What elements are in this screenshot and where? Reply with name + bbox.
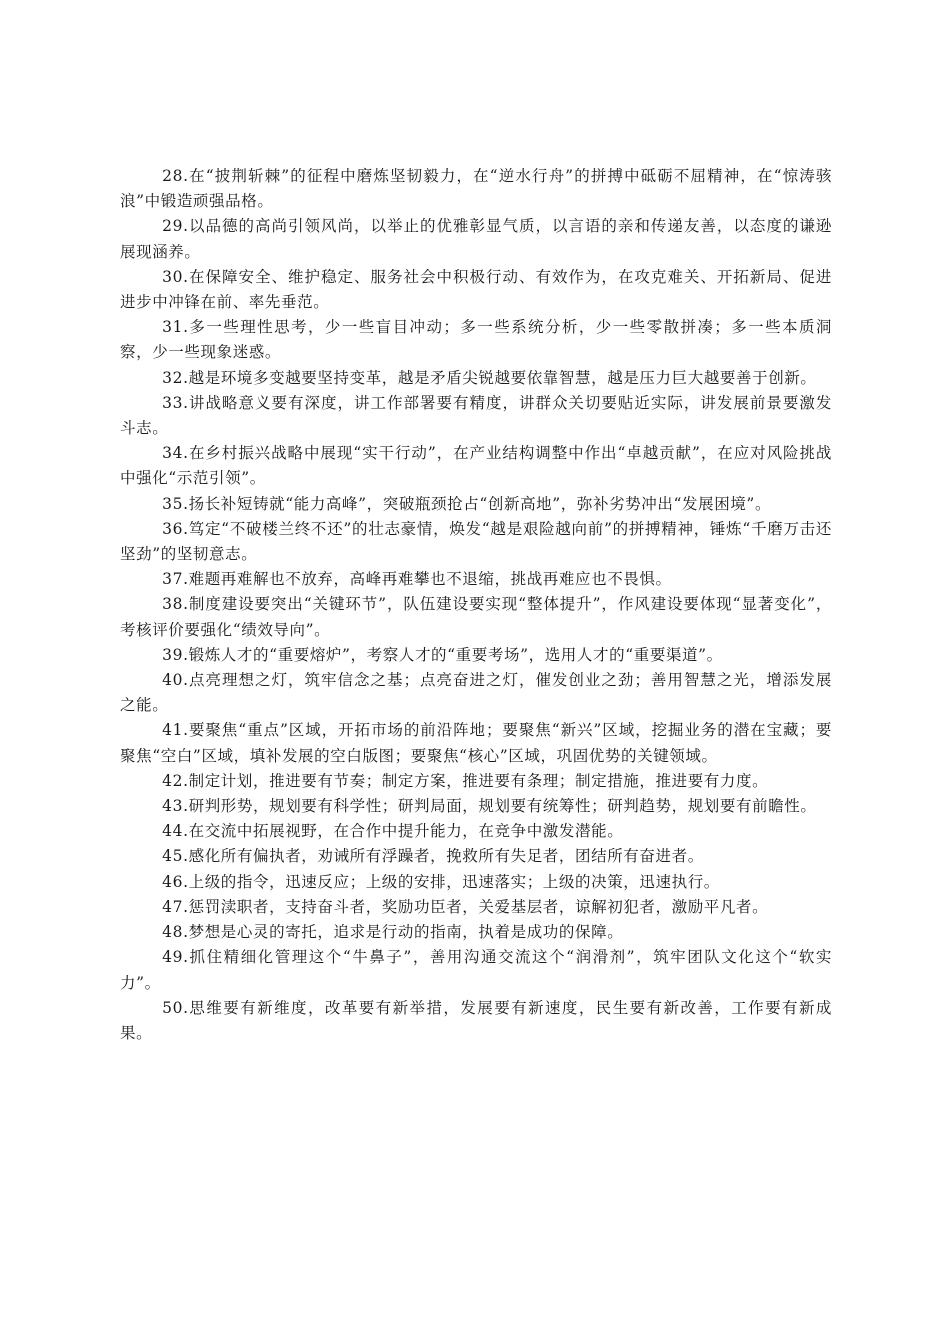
paragraph-37: 37.难题再难解也不放弃，高峰再难攀也不退缩，挑战再难应也不畏惧。 <box>162 570 672 589</box>
paragraph-44: 44.在交流中拓展视野，在合作中提升能力，在竞争中激发潜能。 <box>162 822 624 841</box>
paragraph-39: 39.锻炼人才的“重要熔炉”，考察人才的“重要考场”，选用人才的“重要渠道”。 <box>162 645 723 664</box>
paragraph-35: 35.扬长补短铸就“能力高峰”，突破瓶颈抢占“创新高地”，弥补劣势冲出“发展困境”。 <box>162 494 772 513</box>
paragraph-41: 41.要聚焦“重点”区域，开拓市场的前沿阵地；要聚焦“新兴”区域，挖掘业务的潜在宝藏；要聚焦“空白”区域，填补发展的空白版图；要聚焦“核心”区域，巩固优势的关键领域。 <box>120 721 832 765</box>
paragraph-43: 43.研判形势，规划要有科学性；研判局面，规划要有统筹性；研判趋势，规划要有前瞻性。 <box>162 797 817 816</box>
paragraph-48: 48.梦想是心灵的寄托，追求是行动的指南，执着是成功的保障。 <box>162 923 624 942</box>
paragraph-46: 46.上级的指令，迅速反应；上级的安排，迅速落实；上级的决策，迅速执行。 <box>162 872 720 891</box>
document-body <box>120 164 832 1046</box>
paragraph-49: 49.抓住精细化管理这个“牛鼻子”，善用沟通交流这个“润滑剂”，筑牢团队文化这个“软实力”。 <box>120 948 832 992</box>
paragraph-47: 47.惩罚渎职者，支持奋斗者，奖励功臣者，关爱基层者，谅解初犯者，激励平凡者。 <box>162 897 769 916</box>
paragraph-28: 28.在“披荆斩棘”的征程中磨炼坚韧毅力，在“逆水行舟”的拼搏中砥砺不屈精神，在“惊涛骇浪”中锻造顽强品格。 <box>120 167 832 211</box>
paragraph-45: 45.感化所有偏执者，劝诫所有浮躁者，挽救所有失足者，团结所有奋进者。 <box>162 847 704 866</box>
paragraph-31: 31.多一些理性思考，少一些盲目冲动；多一些系统分析，少一些零散拼凑；多一些本质洞察，少一些现象迷惑。 <box>120 318 832 362</box>
paragraph-30: 30.在保障安全、维护稳定、服务社会中积极行动、有效作为，在攻克难关、开拓新局、促进进步中冲锋在前、率先垂范。 <box>120 267 832 312</box>
paragraph-38: 38.制度建设要突出“关键环节”，队伍建设要实现“整体提升”，作风建设要体现“显著变化”，考核评价要强化“绩效导向”。 <box>120 595 832 639</box>
paragraph-32: 32.越是环境多变越要坚持变革，越是矛盾尖锐越要依靠智慧，越是压力巨大越要善于创新。 <box>162 368 817 387</box>
paragraph-34: 34.在乡村振兴战略中展现“实干行动”，在产业结构调整中作出“卓越贡献”，在应对风险挑战中强化“示范引领”。 <box>120 444 832 488</box>
paragraph-50: 50.思维要有新维度，改革要有新举措，发展要有新速度，民生要有新改善，工作要有新成果。 <box>120 998 832 1042</box>
paragraph-29: 29.以品德的高尚引领风尚，以举止的优雅彰显气质，以言语的亲和传递友善，以态度的谦逊展现涵养。 <box>120 217 832 261</box>
paragraph-42: 42.制定计划，推进要有节奏；制定方案，推进要有条理；制定措施，推进要有力度。 <box>162 771 769 790</box>
paragraph-40: 40.点亮理想之灯，筑牢信念之基；点亮奋进之灯，催发创业之劲；善用智慧之光，增添发展之能。 <box>120 671 832 715</box>
paragraph-33: 33.讲战略意义要有深度，讲工作部署要有精度，讲群众关切要贴近实际，讲发展前景要激发斗志。 <box>120 393 832 438</box>
paragraph-36: 36.笃定“不破楼兰终不还”的壮志豪情，焕发“越是艰险越向前”的拼搏精神，锤炼“千磨万击还坚劲”的坚韧意志。 <box>120 519 832 564</box>
